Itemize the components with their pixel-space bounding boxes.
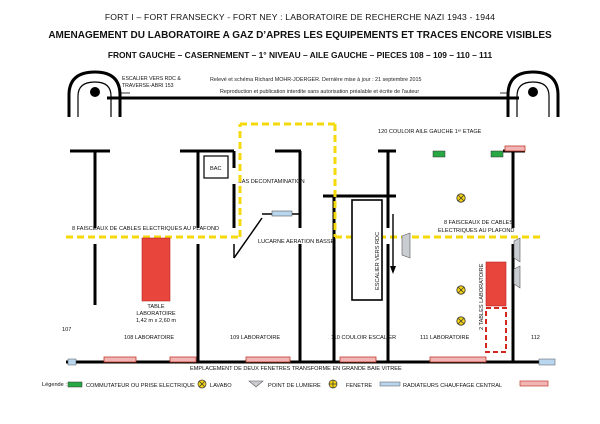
light-legend-icon [249, 381, 263, 387]
cables-right-label-1: 8 FAISCEAUX DE CABLES [444, 220, 514, 226]
room-111: 111 LABORATOIRE [420, 335, 470, 341]
room-109: 109 LABORATOIRE [230, 335, 281, 341]
room-112: 112 [531, 335, 540, 341]
table-108 [142, 238, 170, 301]
switch-icons [433, 151, 503, 157]
table-111-a [486, 262, 506, 306]
table-label-2: LABORATOIRE [136, 311, 176, 317]
room-110: 110 COULOIR ESCALIER [331, 335, 397, 341]
legend-radiator: RADIATEURS CHAUFFAGE CENTRAL [403, 383, 503, 389]
room-107: 107 [62, 327, 72, 333]
table-label-3: 1,42 m x 2,60 m [135, 318, 177, 324]
lucarne-label: LUCARNE AERATION BASSE [258, 239, 335, 245]
title-line-3: FRONT GAUCHE – CASERNEMENT – 1° NIVEAU – AILE GAUCHE – PIECES 108 – 109 – 110 – 111 [107, 50, 493, 60]
switch-legend-icon [68, 382, 82, 387]
bac-label: BAC [210, 166, 222, 172]
sas-label: SAS DECONTAMINATION [238, 179, 305, 185]
light-points [457, 194, 465, 325]
cables-right-label-2: ELECTRIQUES AU PLAFOND [438, 228, 515, 234]
title-line-1: FORT I – FORT FRANSECKY - FORT NEY : LABORATOIRE DE RECHERCHE NAZI 1943 - 1944 [104, 12, 496, 22]
stair-note-1: ESCALIER VERS RDC & [122, 76, 181, 82]
radiator-legend-icon [520, 381, 548, 386]
windows-note: EMPLACEMENT DE DEUX FENETRES TRANSFORME EN GRANDE BAIE VITREE [190, 366, 402, 372]
credit-rights: Reproduction et publication interdite sans autorisation préalable et écrite de l'auteur [220, 89, 420, 95]
legend-window: FENETRE [346, 383, 373, 389]
legend [42, 380, 548, 389]
corridor-120-label: 120 COULOIR AILE GAUCHE 1ᵉʳ ETAGE [378, 129, 482, 135]
cables-left-label: 8 FAISCEAUX DE CABLES ELECTRIQUES AU PLAFOND [72, 226, 220, 232]
room-108: 108 LABORATOIRE [124, 335, 175, 341]
credit-survey: Relevé et schéma Richard MOHR-JOERGER. Dernière mise à jour : 21 septembre 2015 [210, 77, 422, 83]
stair-note-2: TRAVERSE-ABRI 153 [122, 83, 174, 89]
radiator-legend-blue [380, 382, 400, 386]
escalier-rdc-label: ESCALIER VERS RDC [375, 231, 381, 290]
lucarne-vent [272, 211, 292, 216]
legend-light: POINT DE LUMIERE [268, 383, 321, 389]
table-111-b [486, 308, 506, 352]
tables-2-label: 2 TABLES LABORATOIRE [479, 263, 485, 330]
legend-title: Légende : [42, 382, 67, 388]
table-label-1: TABLE [147, 304, 165, 310]
legend-switch: COMMUTATEUR OU PRISE ELECTRIQUE [86, 383, 195, 389]
legend-lavabo: LAVABO [210, 383, 232, 389]
title-line-2: AMENAGEMENT DU LABORATOIRE A GAZ D’APRES LES EQUIPEMENTS ET TRACES ENCORE VISIBLES [48, 30, 552, 41]
